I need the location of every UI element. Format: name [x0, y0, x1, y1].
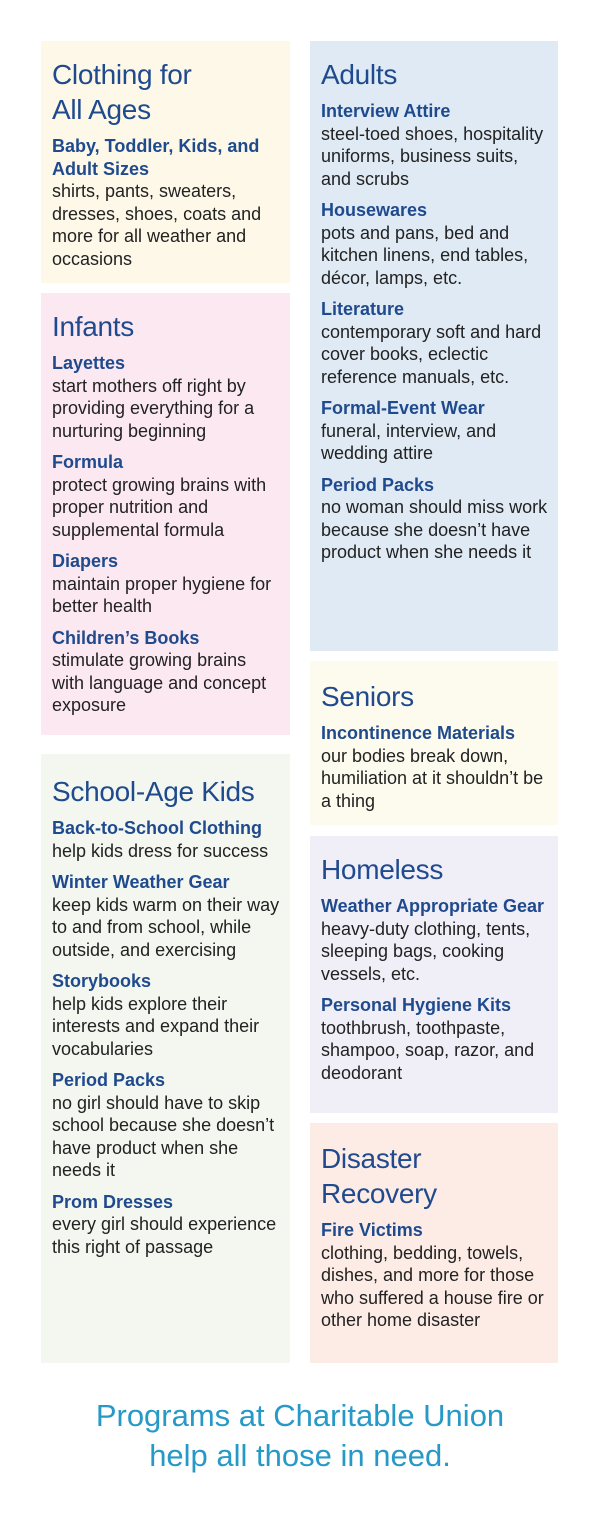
- section-title: School-Age Kids: [52, 776, 255, 807]
- program-description: no woman should miss work because she doesn’t have product when she needs it: [321, 497, 548, 562]
- program-description: heavy-duty clothing, tents, sleeping bags, cooking vessels, etc.: [321, 918, 531, 984]
- program-title: Storybooks: [52, 971, 152, 991]
- program-title: Formal-Event Wear: [321, 398, 485, 418]
- footer-line-1: Programs at Charitable Union: [95, 1398, 505, 1433]
- program-title: Period Packs: [321, 474, 435, 495]
- program-title: Personal Hygiene Kits: [321, 995, 512, 1015]
- program-item: [52, 352, 280, 442]
- program-item: [321, 474, 548, 564]
- program-description: keep kids warm on their way to and from school, while outside, and exercising: [52, 894, 280, 960]
- program-item: [321, 722, 548, 812]
- program-title: Children’s Books: [52, 627, 200, 648]
- program-title: Back-to-School Clothing: [52, 818, 262, 838]
- program-description: stimulate growing brains with language and concept exposure: [52, 650, 267, 715]
- program-description: maintain proper hygiene for better health: [52, 573, 272, 616]
- program-title: Diapers: [52, 551, 119, 571]
- program-description: clothing, bedding, towels, dishes, and more for those who suffered a house fire or other home disaster: [321, 1242, 544, 1330]
- card-adults: [310, 41, 558, 651]
- section-title: Infants: [52, 311, 134, 342]
- program-title: Formula: [52, 452, 124, 472]
- program-item: [52, 970, 280, 1060]
- program-title: Prom Dresses: [52, 1191, 174, 1212]
- program-item: [52, 817, 280, 862]
- program-item: [321, 1219, 548, 1332]
- program-description: shirts, pants, sweaters, dresses, shoes, coats and more for all weather and occasions: [52, 181, 262, 269]
- program-description: funeral, interview, and wedding attire: [321, 420, 497, 463]
- footer-tagline: [0, 1396, 600, 1476]
- program-item: [52, 1191, 280, 1259]
- program-item: [321, 298, 548, 388]
- program-item: [52, 451, 280, 541]
- card-infants: [41, 293, 290, 735]
- card-homeless: [310, 836, 558, 1113]
- program-item: [321, 895, 548, 985]
- program-title: Weather Appropriate Gear: [321, 896, 545, 916]
- footer-line-2: help all those in need.: [149, 1438, 451, 1473]
- section-title: Homeless: [321, 854, 444, 885]
- program-title: Layettes: [52, 353, 126, 373]
- program-item: [321, 100, 548, 190]
- program-item: [321, 994, 548, 1084]
- section-title: Clothing for All Ages: [52, 59, 192, 125]
- program-title: Winter Weather Gear: [52, 872, 230, 892]
- section-title: Disaster Recovery: [321, 1143, 437, 1209]
- program-description: toothbrush, toothpaste, shampoo, soap, razor, and deodorant: [321, 1017, 535, 1083]
- program-title: Literature: [321, 299, 405, 319]
- program-description: help kids explore their interests and expand their vocabularies: [52, 993, 260, 1059]
- program-title: Period Packs: [52, 1070, 166, 1090]
- program-description: protect growing brains with proper nutrition and supplemental formula: [52, 474, 267, 540]
- program-description: start mothers off right by providing everything for a nurturing beginning: [52, 375, 255, 441]
- program-item: [52, 550, 280, 618]
- card-clothing-for-all-ages: [41, 41, 290, 283]
- card-disaster-recovery: [310, 1123, 558, 1363]
- program-description: no girl should have to skip school because she doesn’t have product when she needs it: [52, 1092, 275, 1180]
- program-title: Incontinence Materials: [321, 723, 516, 743]
- program-item: [52, 627, 280, 717]
- section-title: Seniors: [321, 681, 414, 712]
- program-description: help kids dress for success: [52, 840, 269, 861]
- section-title: Adults: [321, 59, 398, 90]
- program-description: every girl should experience this right of passage: [52, 1214, 277, 1257]
- program-item: [52, 871, 280, 961]
- program-title: Housewares: [321, 200, 428, 220]
- program-item: [321, 397, 548, 465]
- program-description: our bodies break down, humiliation at it shouldn’t be a thing: [321, 745, 544, 811]
- program-item: [52, 1069, 280, 1182]
- program-title: Baby, Toddler, Kids, and Adult Sizes: [52, 136, 260, 179]
- program-item: [321, 199, 548, 289]
- program-description: steel-toed shoes, hospitality uniforms, business suits, and scrubs: [321, 123, 544, 189]
- card-school-age-kids: [41, 754, 290, 1363]
- program-title: Fire Victims: [321, 1220, 423, 1240]
- program-item: [52, 135, 280, 270]
- program-description: contemporary soft and hard cover books, eclectic reference manuals, etc.: [321, 321, 542, 387]
- program-description: pots and pans, bed and kitchen linens, end tables, décor, lamps, etc.: [321, 222, 529, 288]
- card-seniors: [310, 661, 558, 825]
- program-title: Interview Attire: [321, 101, 451, 121]
